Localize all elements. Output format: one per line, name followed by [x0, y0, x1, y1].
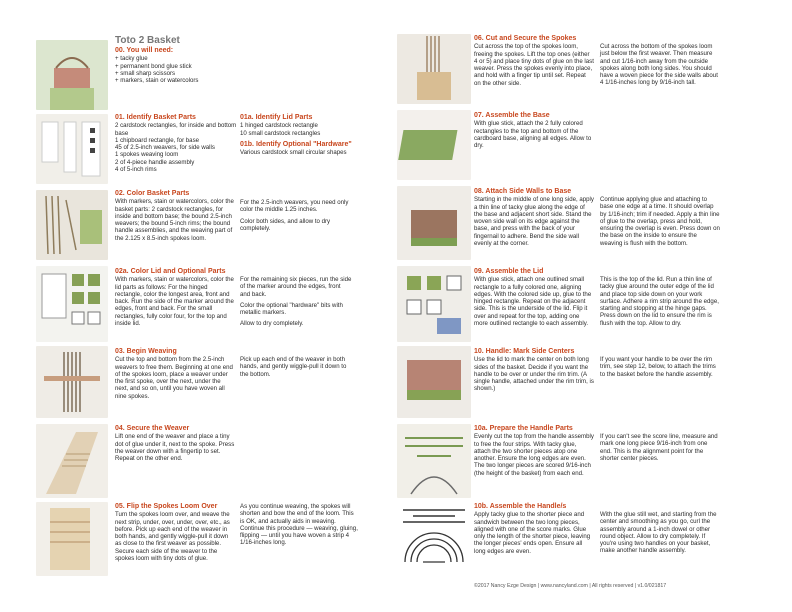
s02-text: With markers, stain or watercolors, color the basket parts: 2 cardstock rectangles, for inside and bottom base; the bound 2.5-inch weavers; the bound 5-inch rims; the bound handle assemblies, and the weaving part of the 2.125 x 8.5-inch spokes loom. — [115, 198, 234, 242]
photo-assemble-base — [397, 110, 471, 180]
s00-item-3: + small sharp scissors — [115, 69, 176, 77]
section-09 — [474, 268, 594, 327]
section-08-side — [600, 196, 720, 247]
s10b-side: With the glue still wet, and starting from the center and smoothing as you go, curl the assembly around a 1-inch dowel or other round object. Allow to dry completely. If you're using two handles on your basket, make another handle assembly. — [600, 511, 717, 555]
s01-line-6: 4 of 5-inch rims — [115, 165, 157, 173]
s08-side: Continue applying glue and attaching to base one edge at a time. It should overlap by 1/16-inch; trim if needed. Apply a thin line of glue to the overlap, press and hold, ensuring the overlap is even. Press down on the base on the inside to ensure the weaving is flush with the bottom. — [600, 196, 720, 247]
photo-basket-parts — [36, 114, 108, 184]
s10a-side: If you can't see the score line, measure and mark one long piece 9/16-inch from one end. This is the alignment point for the shorter center pieces. — [600, 433, 718, 462]
section-07-heading: 07. Assemble the Base — [474, 112, 550, 119]
section-10-heading: 10. Handle: Mark Side Centers — [474, 348, 575, 355]
section-10b-side — [600, 511, 720, 555]
section-00 — [115, 47, 235, 84]
section-03-side — [240, 356, 352, 378]
s02-side-2: Color both sides, and allow to dry completely. — [240, 217, 331, 232]
photo-attach-side-walls — [397, 186, 471, 260]
section-01a-heading: 01a. Identify Lid Parts — [240, 114, 313, 121]
photo-assemble-lid — [397, 266, 471, 342]
s04-text: Lift one end of the weaver and place a tiny dot of glue under it, next to the spoke. Press the weaver down with a fingertip to set. Repeat on the other end. — [115, 433, 235, 463]
photo-color-lid-parts — [36, 266, 108, 342]
section-01a — [240, 114, 370, 156]
section-10 — [474, 348, 594, 393]
section-03 — [115, 348, 235, 400]
section-09-side — [600, 276, 720, 327]
s03-text: Cut the top and bottom from the 2.5-inch weavers to free them. Beginning at one end of the spokes loom, place a weaver under the first spoke, over the next, under the next, and so on, until you have woven all nine spokes. — [115, 356, 233, 400]
s01a-line-1: 1 hinged cardstock rectangle — [240, 122, 318, 130]
s02a-side-3: Allow to dry completely. — [240, 320, 304, 328]
footer-copyright: ©2017 Nancy Ezge Design | www.nancyland.com | All rights reserved | v1.0/021817 — [474, 583, 667, 589]
section-10a — [474, 425, 594, 477]
s10a-text: Evenly cut the top from the handle assembly to free the four strips. With tacky glue, attach the two shorter pieces atop one another. Ensure the long edges are even. The two longer pieces are scored 9/16-inch (the height of the basket) from each end. — [474, 433, 594, 477]
section-00-heading: 00. You will need: — [115, 47, 174, 54]
section-05-heading: 05. Flip the Spokes Loom Over — [115, 503, 218, 510]
section-10-side — [600, 356, 720, 378]
s02a-side-1: For the remaining six pieces, run the side of the marker around the edges, front and back. — [240, 276, 352, 298]
s10-text: Use the lid to mark the center on both long sides of the basket. Decide if you want the handle to be over or under the rim trim. (A single handle, attached under the rim trim, is shown.) — [474, 356, 594, 393]
section-10b-heading: 10b. Assemble the Handle/s — [474, 503, 567, 510]
s05-text: Turn the spokes loom over, and weave the next strip, under, over, under, over, etc., as before. Pick up each end of the weaver in both hands, and gently wiggle-pull it down as close to the first weaver as possible. Secure each side of the weaver to the spokes loom with tiny dots of glue. — [115, 511, 230, 562]
s01-line-4: 1 spokes weaving loom — [115, 151, 179, 159]
section-04-heading: 04. Secure the Weaver — [115, 425, 190, 432]
s02-side-1: For the 2.5-inch weavers, you need only color the middle 1.25 inches. — [240, 199, 349, 214]
section-06-side — [600, 43, 720, 87]
s05-side: As you continue weaving, the spokes will shorten and bow the end of the loom. This is OK, and actually aids in weaving. Continue this procedure — weaving, gluing, flipping — until you have woven a strip 4 1/16-inches long. — [240, 503, 358, 547]
section-01 — [115, 114, 237, 173]
s01-line-3: 45 of 2.5-inch weavers, for side walls — [115, 144, 215, 152]
section-02a — [115, 268, 235, 327]
s07-text: With glue stick, attach the 2 fully colored rectangles to the top and bottom of the cardboard base, aligning all edges. Allow to dry. — [474, 120, 592, 150]
s01-line-2: 1 chipboard rectangle, for base — [115, 136, 200, 144]
s00-item-4: + markers, stain or watercolors — [115, 77, 199, 85]
section-05 — [115, 503, 235, 562]
section-08-heading: 08. Attach Side Walls to Base — [474, 188, 572, 195]
section-01b-heading: 01b. Identify Optional "Hardware" — [240, 140, 352, 148]
s02a-side-2: Color the optional "hardware" bits with metallic markers. — [240, 301, 343, 317]
photo-begin-weaving — [36, 346, 108, 418]
section-02a-heading: 02a. Color Lid and Optional Parts — [115, 268, 226, 275]
s06-text: Cut across the top of the spokes loom, freeing the spokes. Lift the top ones (either 4 or 5) and place tiny dots of glue on the last weaver. Press the spokes evenly into place, and hold with a finger tip until set. Repeat on the other side. — [474, 43, 594, 87]
s06-side: Cut across the bottom of the spokes loom just below the first weaver. Then measure and cut 1/16-inch away from the outside spokes along both long sides. You should have a woven piece for the side walls about 4 1/16-inches long by 9/16-inch tall. — [600, 43, 718, 87]
section-02 — [115, 190, 235, 242]
s03-side: Pick up each end of the weaver in both hands, and gently wiggle-pull it down to the bottom. — [240, 356, 347, 378]
section-08 — [474, 188, 594, 247]
s00-item-2: + permanent bond glue stick — [115, 62, 192, 70]
section-05-side — [240, 503, 358, 547]
section-07 — [474, 112, 596, 149]
photo-prepare-handle — [397, 424, 471, 498]
diagram-assemble-handle — [397, 502, 471, 576]
photo-mark-side-centers — [397, 346, 471, 418]
section-03-heading: 03. Begin Weaving — [115, 348, 177, 355]
photo-basket-finished — [36, 40, 108, 110]
s01-line-5: 2 of 4-piece handle assembly — [115, 158, 195, 166]
section-01-heading: 01. Identify Basket Parts — [115, 114, 196, 121]
photo-flip-loom — [36, 502, 108, 576]
section-02a-side — [240, 276, 352, 328]
section-10a-heading: 10a. Prepare the Handle Parts — [474, 425, 573, 432]
section-10a-side — [600, 433, 720, 462]
section-06 — [474, 35, 594, 87]
photo-cut-spokes — [397, 34, 471, 104]
s08-text: Starting in the middle of one long side, apply a thin line of tacky glue along the edge of the base and adjacent short side. Stand the woven side wall on its edge against the base, and press with the back of your fingernail to adhere. Bend the side wall evenly at the corner. — [474, 196, 594, 247]
section-02-heading: 02. Color Basket Parts — [115, 190, 190, 197]
s10-side: If you want your handle to be over the rim trim, see step 12, below, to attach the trims to the basket before the handle assembly. — [600, 356, 716, 378]
s01a-line-2: 10 small cardstock rectangles — [240, 129, 321, 137]
document-title: Toto 2 Basket — [115, 35, 180, 46]
s02a-text: With markers, stain or watercolors, color the lid parts as follows: For the hinged rectangle, color the longest area, front and back. Run the side of the marker around the edges, front and back. For the small rectangles, fully color four, for the top and inside lid. — [115, 276, 234, 327]
s01b-line-1: Various cardstock small circular shapes — [240, 149, 347, 156]
s10b-text: Apply tacky glue to the shorter piece and sandwich between the two long pieces, aligned with one of the score marks. Glue only the length of the shorter piece, leaving the longer pieces' ends open. Ensure all long edges are even. — [474, 511, 591, 555]
section-09-heading: 09. Assemble the Lid — [474, 268, 544, 275]
s01-line-1: 2 cardstock rectangles, for inside and bottom base — [115, 122, 237, 137]
section-02-side — [240, 199, 352, 232]
s09-side: This is the top of the lid. Run a thin line of tacky glue around the outer edge of the lid and place top side down on your work surface. Adhere a rim strip around the edge, starting and stopping at the hinge gaps. Press down on the lid to ensure the rim is flush with the top. Allow to dry. — [600, 276, 719, 327]
s09-text: With glue stick, attach one outlined small rectangle to a fully colored one, aligning edges. With the colored side up, glue to the hinged rectangle. Repeat on the adjacent side. This is the underside of the lid. Flip it over and repeat for the top, adding one more outlined rectangle to each assembly. — [474, 276, 592, 327]
s00-item-1: + tacky glue — [115, 55, 148, 63]
section-04 — [115, 425, 235, 462]
photo-secure-weaver — [36, 424, 108, 498]
section-10b — [474, 503, 594, 555]
section-06-heading: 06. Cut and Secure the Spokes — [474, 35, 577, 42]
photo-color-basket-parts — [36, 190, 108, 260]
